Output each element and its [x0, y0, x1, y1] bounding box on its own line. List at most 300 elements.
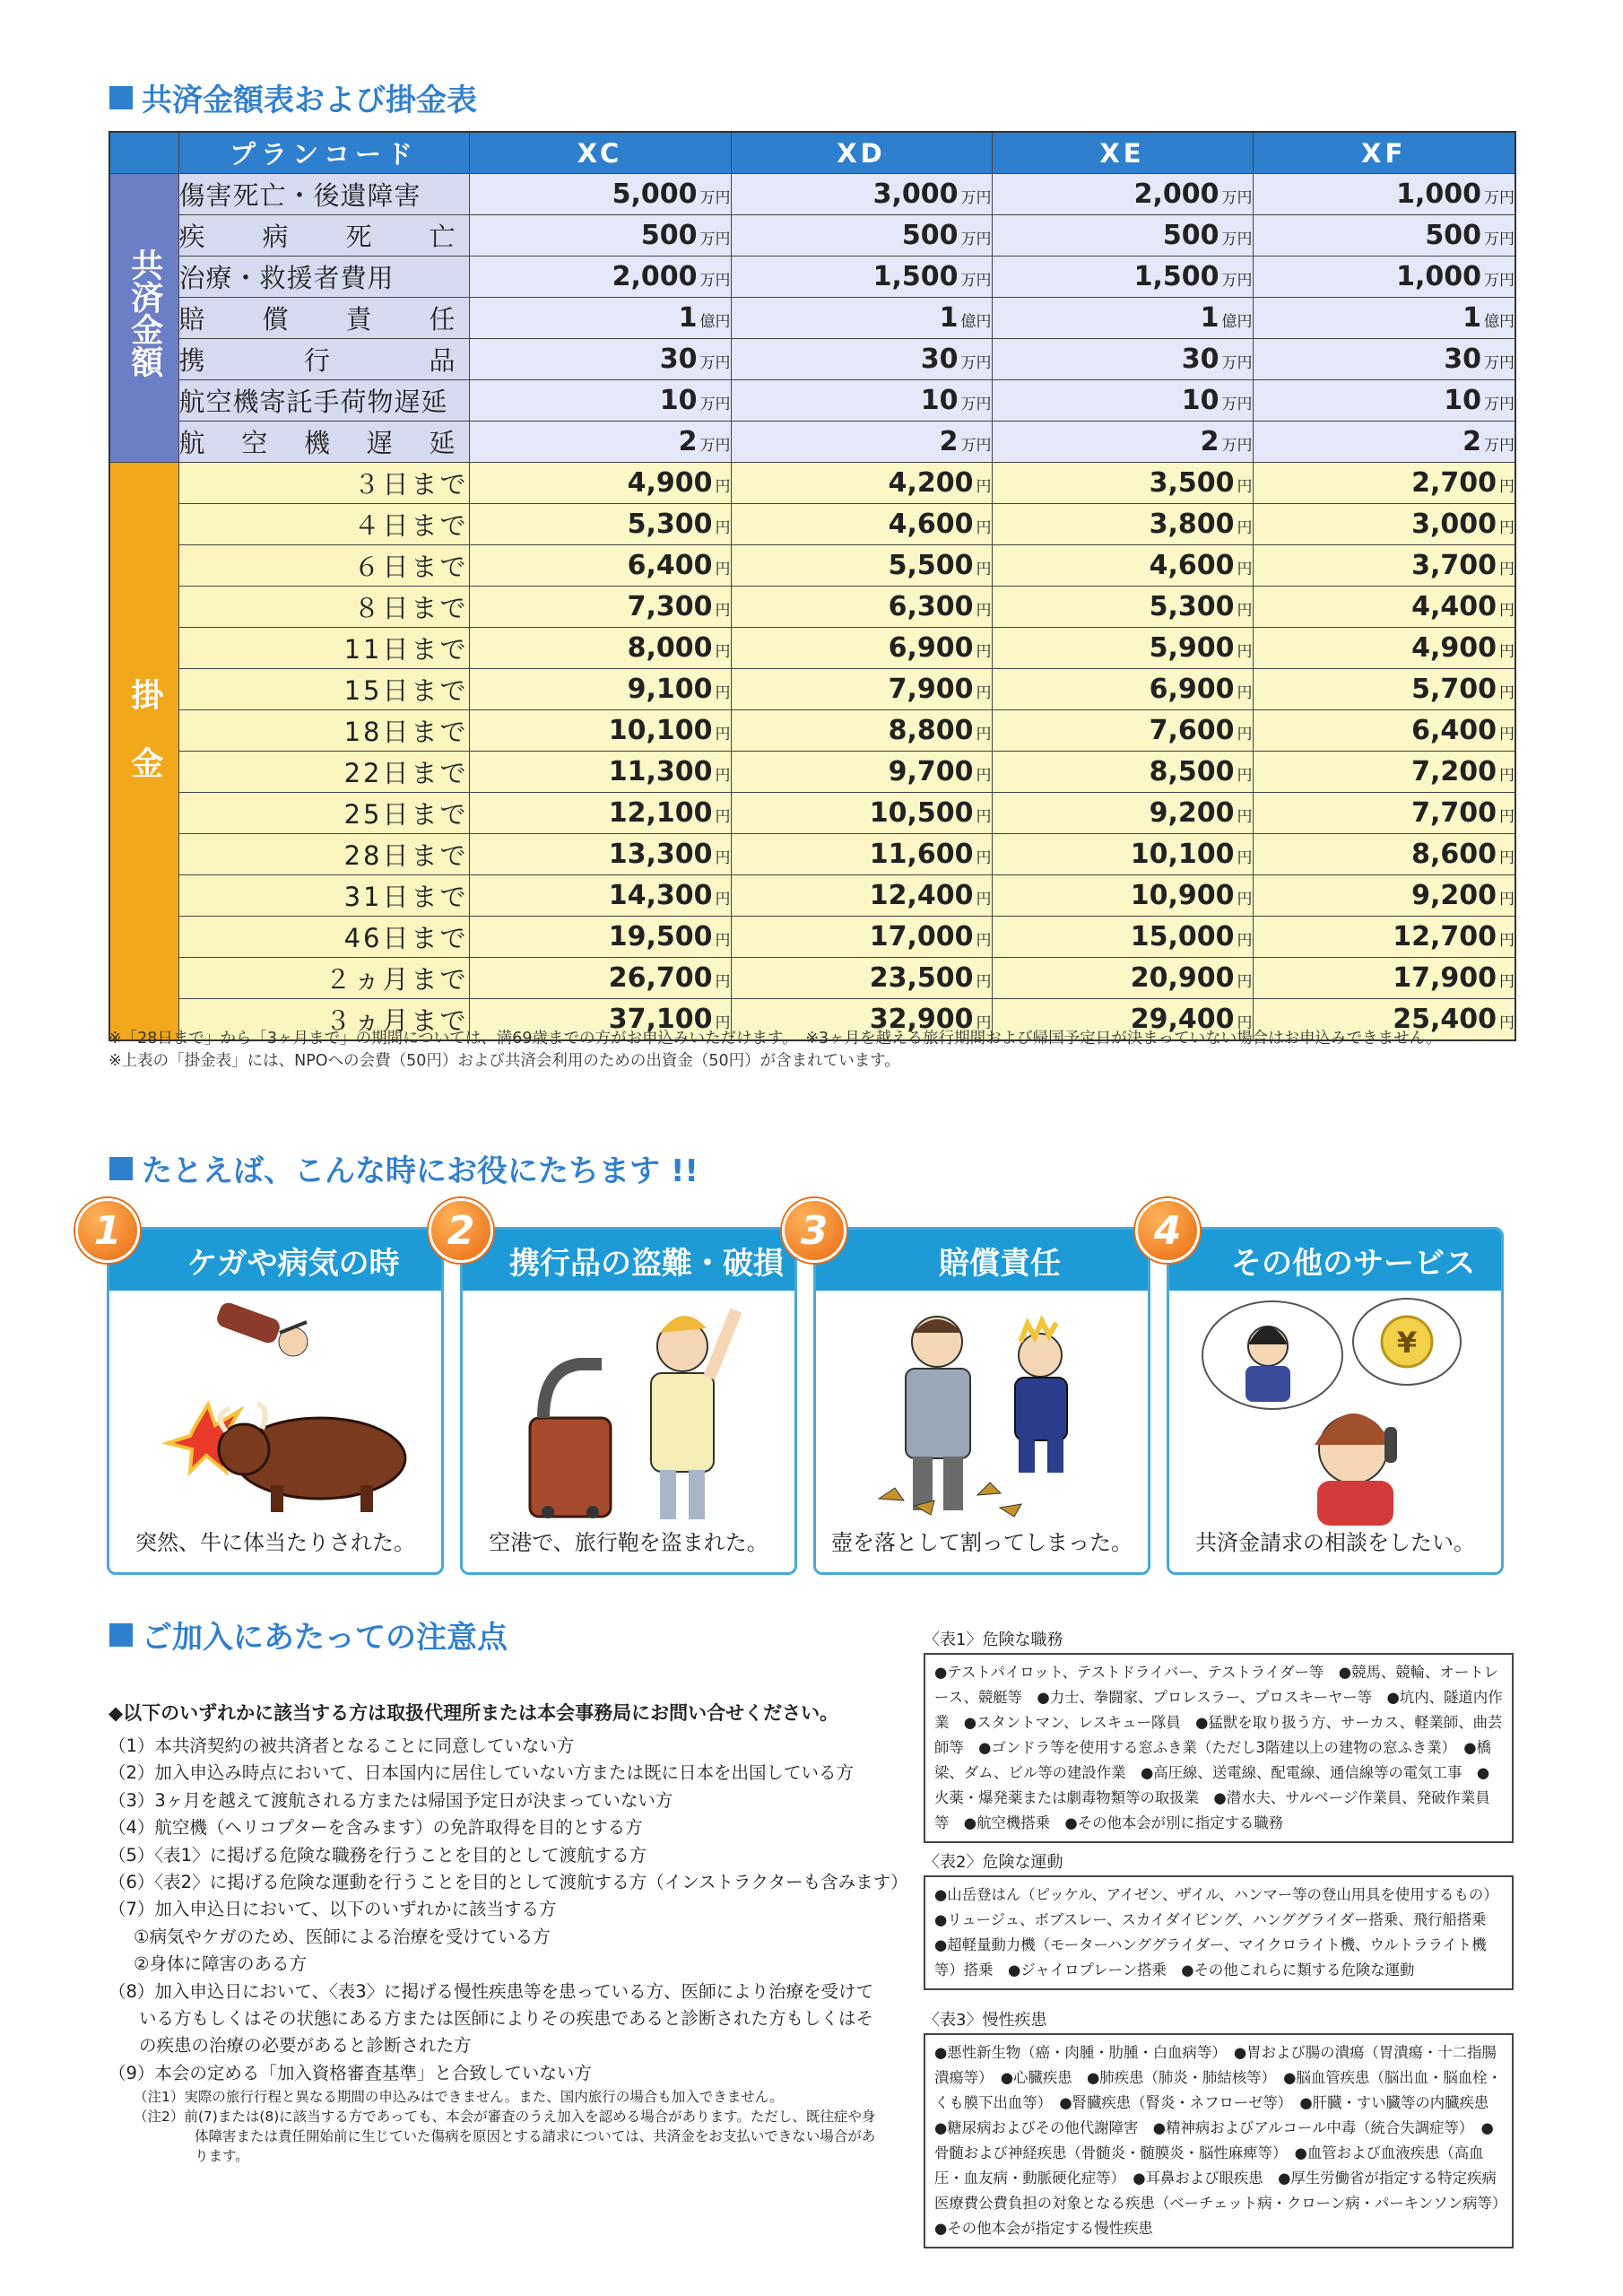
premium-value-cell: [469, 587, 731, 628]
coverage-row: [109, 257, 1515, 298]
premium-unit: 円: [715, 891, 731, 909]
coverage-label-char: 延: [429, 428, 456, 458]
table1-box: ●テストパイロット、テストドライバー、テストライダー等 ●競馬、競輪、オートレース、競艇等 ●力士、拳闘家、プロレスラー、プロスキーヤー等 ●坑内、隧道内作業 ●スタントマン、レスキュー隊員 ●猛獣を取り扱う方、サーカス、軽業師、曲芸師等 ●ゴンドラ等を使用する窓ふき業（ただし3階建以上の建物の窓ふき業） ●橋梁、ダム、ビル等の建設作業 ●高圧線、送電線、配電線、通信線等の電気工事 ●火薬・爆発薬または劇毒物類等の取扱業 ●潜水夫、サルベージ作業員、発破作業員等 ●航空機搭乗 ●その他本会が別に指定する職務: [924, 1653, 1514, 1843]
condition-item: （5）〈表1〉に掲げる危険な職務を行うことを目的として渡航する方: [108, 1844, 647, 1866]
coverage-value-cell: [1253, 380, 1515, 422]
coverage-amount: 1,000: [1396, 261, 1481, 292]
premium-value-cell: [992, 958, 1253, 999]
premium-value-cell: [992, 628, 1253, 669]
premium-amount: 9,100: [627, 674, 713, 705]
premium-unit: 円: [715, 973, 731, 991]
premium-row: [109, 669, 1515, 710]
bull-attack-illustration: [109, 1292, 441, 1526]
premium-value-cell: [731, 752, 992, 793]
premium-period-label: 11日まで: [178, 628, 469, 669]
coverage-amount: 10: [1181, 385, 1219, 416]
card-number-badge: 2: [429, 1198, 493, 1263]
premium-value-cell: [469, 710, 731, 752]
premium-amount: 3,000: [1411, 509, 1497, 540]
coverage-value-cell: [992, 215, 1253, 257]
coverage-unit: 万円: [699, 354, 731, 372]
suitcase-icon: [530, 1364, 611, 1518]
coverage-amount: 2: [678, 426, 698, 457]
condition-item: （7）加入申込日において、以下のいずれかに該当する方: [108, 1899, 557, 1920]
coverage-value-cell: [992, 174, 1253, 215]
coverage-unit: 万円: [960, 189, 992, 207]
premium-value-cell: [731, 710, 992, 752]
woman-on-phone-icon: [1315, 1413, 1397, 1526]
premium-unit: 円: [1499, 519, 1515, 537]
premium-period-label: ８日まで: [178, 587, 469, 628]
premium-value-cell: [469, 628, 731, 669]
conditions-list: [108, 1733, 908, 2166]
coverage-unit: 万円: [699, 230, 731, 248]
premium-amount: 37,100: [608, 1004, 713, 1035]
coverage-value-cell: [469, 339, 731, 380]
coverage-amount: 1: [678, 302, 698, 334]
coverage-amount: 1,500: [1133, 261, 1219, 292]
coverage-value-cell: [731, 174, 992, 215]
premium-amount: 23,500: [869, 962, 974, 994]
coverage-label: [178, 422, 469, 463]
coverage-unit: 万円: [1221, 189, 1253, 207]
premium-amount: 6,900: [888, 632, 974, 664]
premium-period-label: ４日まで: [178, 504, 469, 545]
premium-unit: 円: [976, 684, 992, 702]
premium-value-cell: [731, 545, 992, 587]
premium-unit: 円: [1499, 1014, 1515, 1032]
premium-amount: 10,900: [1130, 880, 1235, 911]
coverage-unit: 万円: [1484, 230, 1515, 248]
coverage-amount: 2: [1200, 426, 1219, 457]
premium-row: [109, 587, 1515, 628]
title-square-icon: [109, 1157, 133, 1180]
premium-value-cell: [731, 875, 992, 917]
premium-side-label: [109, 463, 178, 1041]
coverage-amount: 30: [920, 344, 959, 375]
coverage-label: [178, 215, 469, 257]
premium-amount: 10,100: [608, 715, 713, 746]
premium-unit: 円: [715, 602, 731, 620]
coverage-amount: 500: [1425, 220, 1481, 251]
coverage-amount: 30: [659, 344, 698, 375]
coverage-label-char: 携: [178, 345, 206, 376]
premium-amount: 12,100: [608, 797, 713, 829]
table-header-row: [109, 132, 1515, 174]
premium-value-cell: [1253, 752, 1515, 793]
premium-value-cell: [1253, 793, 1515, 834]
premium-amount: 3,500: [1149, 467, 1235, 499]
premium-unit: 円: [715, 1014, 731, 1032]
angry-owner-icon: [1015, 1321, 1067, 1473]
premium-value-cell: [469, 793, 731, 834]
premium-value-cell: [992, 587, 1253, 628]
card-title: 賠償責任: [816, 1230, 1148, 1291]
premium-value-cell: [1253, 587, 1515, 628]
premium-amount: 14,300: [608, 880, 713, 911]
premium-amount: 3,800: [1149, 509, 1235, 540]
premium-value-cell: [731, 463, 992, 504]
coverage-value-cell: [1253, 422, 1515, 463]
premium-value-cell: [992, 834, 1253, 875]
premium-amount: 20,900: [1130, 962, 1235, 994]
premium-period-label: 25日まで: [178, 793, 469, 834]
premium-unit: 円: [976, 973, 992, 991]
premium-amount: 9,700: [888, 756, 974, 787]
premium-amount: 29,400: [1130, 1004, 1235, 1035]
coverage-unit: 万円: [1484, 189, 1515, 207]
coverage-label-char: 空: [241, 428, 269, 458]
premium-value-cell: [469, 834, 731, 875]
premium-amount: 15,000: [1130, 921, 1235, 952]
condition-note: （注2）前(7)または(8)に該当する方であっても、本会が審査のうえ加入を認める場合があります。ただし、既往症や身体障害または責任開始前に生じていた傷病を原因とする請求については、共済金をお支払いできない場合があります。: [134, 2109, 876, 2165]
card-title: その他のサービス: [1169, 1230, 1501, 1291]
coverage-value-cell: [992, 422, 1253, 463]
plan-code-header: プランコード: [178, 132, 469, 174]
premium-unit: 円: [1499, 767, 1515, 785]
premium-period-label: ６日まで: [178, 545, 469, 587]
card-number-badge: 1: [75, 1198, 140, 1263]
premium-amount: 3,700: [1411, 550, 1497, 581]
coverage-unit: 万円: [960, 230, 992, 248]
coverage-value-cell: [731, 257, 992, 298]
broken-vase-illustration: [816, 1292, 1148, 1526]
table-notes: [108, 1028, 1442, 1073]
card-caption: 突然、牛に体当たりされた。: [135, 1530, 415, 1555]
premium-value-cell: [731, 628, 992, 669]
shocked-man-icon: [906, 1317, 970, 1510]
example-card-services: [1167, 1227, 1504, 1575]
coverage-row: [109, 298, 1515, 339]
premium-amount: 4,400: [1411, 591, 1497, 622]
coverage-label-char: 遅: [366, 428, 394, 458]
premium-amount: 13,300: [608, 839, 713, 870]
premium-value-cell: [1253, 875, 1515, 917]
coverage-amount: 500: [901, 220, 959, 251]
example-card-theft: [460, 1227, 797, 1575]
coverage-unit: 万円: [1484, 272, 1515, 290]
premium-value-cell: [1253, 504, 1515, 545]
premium-amount: 8,600: [1411, 839, 1497, 870]
premium-unit: 円: [1237, 684, 1253, 702]
premium-unit: 円: [1499, 726, 1515, 744]
traveler-man-icon: [651, 1310, 736, 1519]
premium-value-cell: [469, 875, 731, 917]
coverage-value-cell: [731, 215, 992, 257]
coverage-label-char: 死: [345, 222, 373, 252]
coverage-unit: 万円: [1221, 354, 1253, 372]
premium-value-cell: [731, 587, 992, 628]
condition-item: （9）本会の定める「加入資格審査基準」と合致していない方: [108, 2062, 592, 2083]
premium-unit: 円: [1499, 808, 1515, 826]
premium-unit: 円: [976, 932, 992, 950]
coverage-amount: 1: [1200, 302, 1219, 334]
coverage-unit: 万円: [1484, 396, 1515, 413]
coverage-value-cell: [1253, 257, 1515, 298]
coverage-value-cell: [731, 422, 992, 463]
coverage-value-cell: [731, 339, 992, 380]
table3-title: 〈表3〉慢性疾患: [924, 2011, 1047, 2030]
section-title-examples: たとえば、こんな時にお役にたちます !!: [109, 1146, 699, 1190]
condition-item: （4）航空機（ヘリコプターを含みます）の免許取得を目的とする方: [108, 1817, 643, 1839]
coverage-unit: 万円: [1221, 272, 1253, 290]
coverage-unit: 万円: [960, 437, 992, 455]
premium-period-label: 28日まで: [178, 834, 469, 875]
premium-period-label: 22日まで: [178, 752, 469, 793]
premium-amount: 5,900: [1149, 632, 1235, 664]
premium-amount: 7,600: [1149, 715, 1235, 746]
coverage-label-char: 賠: [178, 304, 206, 335]
coverage-value-cell: [992, 298, 1253, 339]
premium-amount: 25,400: [1393, 1004, 1497, 1035]
table3-box: ●悪性新生物（癌・肉腫・肋腫・白血病等） ●胃および腸の潰瘍（胃潰瘍・十二指腸潰瘍等） ●心臓疾患 ●肺疾患（肺炎・肺結核等） ●脳血管疾患（脳出血・脳血栓・くも膜下出血等） ●腎臓疾患（腎炎・ネフローゼ等） ●肝臓・すい臓等の内臓疾患 ●糖尿病およびその他代謝障害 ●精神病およびアルコール中毒（統合失調症等） ●骨髄および神経疾患（骨髄炎・髄膜炎・脳性麻痺等） ●血管および血液疾患（高血圧・血友病・動脈硬化症等） ●耳鼻および眼疾患 ●厚生労働省が指定する特定疾病医療費公費負担の対象となる疾患（ベーチェット病・クローン病・パーキンソン病等） ●その他本会が指定する慢性疾患: [924, 2033, 1514, 2248]
premium-unit: 円: [715, 849, 731, 867]
plan-header-xc: XC: [469, 132, 731, 174]
premium-row: [109, 793, 1515, 834]
premium-unit: 円: [715, 726, 731, 744]
premium-unit: 円: [1237, 519, 1253, 537]
table-note: ※「28日まで」から「3ヶ月まで」の期間については、満69歳までの方がお申込みいただけます。 ※3ヶ月を越える旅行期間および帰国予定日が決まっていない場合はお申込みできません。: [108, 1030, 1442, 1048]
coverage-label-char: 亡: [429, 222, 456, 252]
premium-period-label: 31日まで: [178, 875, 469, 917]
coverage-value-cell: [992, 380, 1253, 422]
coverage-value-cell: [469, 298, 731, 339]
coverage-label: [178, 380, 469, 422]
premium-amount: 11,600: [869, 839, 974, 870]
premium-value-cell: [731, 834, 992, 875]
premium-value-cell: [1253, 958, 1515, 999]
premium-amount: 2,700: [1411, 467, 1497, 499]
premium-row: [109, 463, 1515, 504]
premium-amount: 5,300: [1149, 591, 1235, 622]
coverage-label-spread: [179, 300, 469, 336]
table2-box: ●山岳登はん（ピッケル、アイゼン、ザイル、ハンマー等の登山用具を使用するもの）●リュージュ、ボブスレー、スカイダイビング、ハンググライダー搭乗、飛行船搭乗 ●超軽量動力機（モーターハンググライダー、マイクロライト機、ウルトラライト機等）搭乗 ●ジャイロプレーン搭乗 ●その他これらに類する危険な運動: [924, 1875, 1514, 1990]
coverage-label-char: 疾: [178, 222, 206, 252]
premium-unit: 円: [1237, 1014, 1253, 1032]
premium-unit: 円: [976, 602, 992, 620]
premium-unit: 円: [1237, 849, 1253, 867]
premium-amount: 7,300: [627, 591, 713, 622]
coverage-label-char: 病: [262, 222, 290, 252]
coverage-value-cell: [1253, 339, 1515, 380]
premium-value-cell: [992, 463, 1253, 504]
premium-value-cell: [731, 917, 992, 958]
premium-unit: 円: [1499, 891, 1515, 909]
premium-amount: 9,200: [1149, 797, 1235, 829]
coverage-amount: 30: [1181, 344, 1219, 375]
coverage-unit: 万円: [1484, 354, 1515, 372]
premium-unit: 円: [1237, 726, 1253, 744]
coverage-unit: 万円: [699, 396, 731, 413]
table-note: ※上表の「掛金表」には、NPOへの会費（50円）および共済会利用のための出資金（50円）が含まれています。: [108, 1052, 900, 1070]
premium-amount: 4,600: [888, 509, 974, 540]
premium-amount: 26,700: [608, 962, 713, 994]
coverage-value-cell: [1253, 298, 1515, 339]
premium-value-cell: [469, 917, 731, 958]
coverage-label: [178, 257, 469, 298]
premium-value-cell: [731, 504, 992, 545]
premium-rows: [109, 463, 1515, 1041]
premium-value-cell: [992, 669, 1253, 710]
coverage-unit: 万円: [699, 437, 731, 455]
premium-value-cell: [992, 875, 1253, 917]
card-caption: 空港で、旅行鞄を盗まれた。: [489, 1530, 768, 1555]
premium-row: [109, 958, 1515, 999]
coverage-unit: 万円: [1221, 396, 1253, 413]
premium-value-cell: [1253, 545, 1515, 587]
coverage-amount: 2,000: [612, 261, 698, 292]
premium-value-cell: [1253, 917, 1515, 958]
coverage-amount: 1,500: [872, 261, 959, 292]
premium-amount: 8,800: [888, 715, 974, 746]
premium-unit: 円: [1237, 808, 1253, 826]
coverage-amount: 10: [659, 385, 698, 416]
coverage-unit: 億円: [1484, 313, 1515, 331]
premium-unit: 円: [715, 519, 731, 537]
card-title: ケガや病気の時: [109, 1230, 441, 1291]
coverage-amount: 30: [1444, 344, 1481, 375]
premium-unit: 円: [976, 891, 992, 909]
premium-unit: 円: [715, 767, 731, 785]
premium-unit: 円: [976, 1014, 992, 1032]
premium-amount: 6,400: [1411, 715, 1497, 746]
title-square-icon: [109, 1623, 133, 1647]
premium-amount: 5,300: [627, 509, 713, 540]
thought-bubble-icon: [1202, 1299, 1461, 1409]
premium-unit: 円: [715, 561, 731, 578]
coverage-amount: 500: [1162, 220, 1219, 251]
table2-title: 〈表2〉危険な運動: [924, 1853, 1063, 1872]
premium-period-label: 18日まで: [178, 710, 469, 752]
coverage-amount: 1,000: [1396, 178, 1481, 210]
premium-amount: 4,600: [1149, 550, 1235, 581]
coverage-value-cell: [469, 422, 731, 463]
premium-unit: 円: [1237, 561, 1253, 578]
coverage-amount: 1: [939, 302, 959, 334]
premium-row: [109, 875, 1515, 917]
premium-amount: 10,100: [1130, 839, 1235, 870]
premium-unit: 円: [715, 643, 731, 661]
conditions-lead: ◆以下のいずれかに該当する方は取扱代理所または本会事務局にお問い合せください。: [108, 1702, 839, 1724]
premium-period-label: ３ヵ月まで: [178, 999, 469, 1041]
plan-header-xe: XE: [992, 132, 1253, 174]
coverage-premium-table: [108, 131, 1516, 1041]
coverage-label: [178, 298, 469, 339]
coverage-value-cell: [469, 257, 731, 298]
premium-value-cell: [992, 545, 1253, 587]
coverage-label-text: 傷害死亡・後遺障害: [178, 180, 421, 211]
premium-amount: 11,300: [608, 756, 713, 787]
premium-unit: 円: [1237, 767, 1253, 785]
premium-value-cell: [469, 545, 731, 587]
premium-unit: 円: [1237, 478, 1253, 496]
premium-unit: 円: [715, 932, 731, 950]
premium-value-cell: [469, 504, 731, 545]
premium-value-cell: [469, 463, 731, 504]
coverage-amount: 10: [1444, 385, 1481, 416]
coverage-value-cell: [469, 215, 731, 257]
premium-amount: 4,200: [888, 467, 974, 499]
card-caption: 壺を落として割ってしまった。: [831, 1530, 1133, 1555]
yen-symbol: ¥: [1396, 1326, 1418, 1360]
premium-row: [109, 752, 1515, 793]
premium-unit: 円: [976, 561, 992, 578]
premium-amount: 4,900: [1411, 632, 1497, 664]
premium-unit: 円: [1237, 973, 1253, 991]
consultation-illustration: [1169, 1292, 1501, 1526]
premium-row: [109, 710, 1515, 752]
premium-amount: 7,700: [1411, 797, 1497, 829]
premium-value-cell: [992, 917, 1253, 958]
table1-title: 〈表1〉危険な職務: [924, 1631, 1063, 1649]
premium-unit: 円: [715, 478, 731, 496]
condition-item: （1）本共済契約の被共済者となることに同意していない方: [108, 1735, 575, 1756]
coverage-value-cell: [992, 257, 1253, 298]
premium-unit: 円: [1499, 478, 1515, 496]
premium-unit: 円: [976, 643, 992, 661]
premium-unit: 円: [1499, 602, 1515, 620]
coverage-row: [109, 380, 1515, 422]
coverage-amount: 2: [1462, 426, 1481, 457]
coverage-unit: 万円: [699, 189, 731, 207]
plan-header-xd: XD: [731, 132, 992, 174]
coverage-value-cell: [469, 380, 731, 422]
coverage-unit: 億円: [1221, 313, 1253, 331]
premium-amount: 6,300: [888, 591, 974, 622]
coverage-row: [109, 422, 1515, 463]
premium-period-label: ３日まで: [178, 463, 469, 504]
premium-value-cell: [1253, 669, 1515, 710]
premium-value-cell: [992, 752, 1253, 793]
coverage-rows: [109, 174, 1515, 463]
premium-unit: 円: [1499, 684, 1515, 702]
premium-amount: 12,700: [1393, 921, 1497, 952]
title-square-icon: [109, 86, 133, 109]
premium-value-cell: [731, 669, 992, 710]
premium-unit: 円: [1499, 973, 1515, 991]
coverage-label-char: 任: [429, 304, 456, 335]
condition-item: （6）〈表2〉に掲げる危険な運動を行うことを目的として渡航する方（インストラクターも含みます）: [108, 1872, 908, 1893]
coverage-value-cell: [1253, 215, 1515, 257]
example-card-liability: [813, 1227, 1150, 1575]
premium-unit: 円: [715, 684, 731, 702]
premium-amount: 19,500: [608, 921, 713, 952]
coverage-amount: 3,000: [872, 178, 959, 210]
premium-unit: 円: [1237, 643, 1253, 661]
premium-amount: 8,000: [627, 632, 713, 664]
coverage-label-char: 機: [303, 428, 331, 458]
coverage-label-char: 航: [178, 428, 206, 458]
section-title-conditions: ご加入にあたっての注意点: [109, 1613, 508, 1657]
premium-period-label: 15日まで: [178, 669, 469, 710]
falling-person-icon: [214, 1300, 308, 1356]
coverage-amount: 1: [1462, 302, 1481, 334]
coverage-label-char: 償: [262, 304, 290, 335]
condition-item: （3）3ヶ月を越えて渡航される方または帰国予定日が決まっていない方: [108, 1789, 673, 1811]
coverage-value-cell: [731, 298, 992, 339]
card-number-badge: 3: [782, 1198, 846, 1263]
premium-amount: 6,900: [1149, 674, 1235, 705]
premium-value-cell: [992, 793, 1253, 834]
premium-amount: 10,500: [869, 797, 974, 829]
premium-amount: 5,700: [1411, 674, 1497, 705]
coverage-label-char: 品: [429, 345, 456, 376]
coverage-label: [178, 174, 469, 215]
premium-value-cell: [1253, 834, 1515, 875]
premium-row: [109, 628, 1515, 669]
premium-value-cell: [469, 752, 731, 793]
premium-unit: 円: [976, 808, 992, 826]
